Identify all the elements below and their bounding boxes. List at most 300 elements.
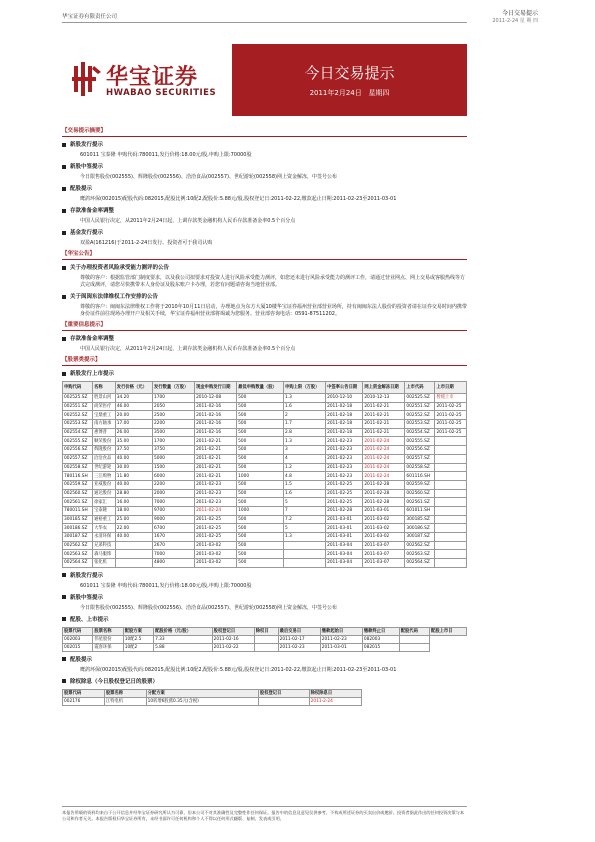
table-cell: 20.00 (115, 411, 152, 420)
table-cell: 5000 (153, 454, 195, 463)
banner-title-box (232, 44, 467, 116)
table-row (63, 541, 467, 550)
table-cell: 辉隆股份 (93, 446, 116, 455)
table-cell: 40.00 (115, 533, 152, 542)
table-row (63, 463, 467, 472)
table-cell: 2011-03-02 (195, 541, 237, 550)
table-cell: 2011-02-24 (363, 437, 405, 446)
section-divider (62, 365, 467, 366)
table-cell: 35.00 (115, 437, 152, 446)
table-cell: 46.00 (115, 402, 152, 411)
table-cell: 1.7 (284, 420, 326, 429)
table-cell: 500 (237, 411, 284, 420)
logo-cn: 华宝证券 (106, 65, 199, 90)
table-cell: 5 (284, 524, 326, 533)
subhead-text: 存款准备金率调整 (70, 208, 115, 214)
table-cell: 2011-02-23 (326, 454, 363, 463)
table-cell: 2011-02-21 (363, 420, 405, 429)
bullet-icon (62, 187, 66, 191)
section-stock-category: 【股票类提示】 (62, 357, 101, 363)
macro-rrr-text: 中国人民银行决定，从2011年2月24日起，上调存款类金融机构人民币存款准备金率0.5个百分点 (80, 346, 296, 352)
table-cell (254, 643, 278, 651)
table-cell: 徐家汇 (93, 498, 116, 507)
table-cell: 002525.SZ (63, 394, 93, 403)
table-cell: 南方轴承 (93, 420, 116, 429)
table-cell: 3750 (153, 446, 195, 455)
table-cell: 4800 (153, 559, 195, 568)
table-row (63, 524, 467, 533)
bullet-icon (62, 231, 66, 235)
table-header-cell: 配股代码 (399, 627, 429, 635)
table-cell: 2 (284, 411, 326, 420)
table-cell: 2011-02-22 (212, 643, 254, 651)
table-row (63, 394, 467, 403)
table-cell: 500 (237, 550, 284, 559)
table-header-cell: 发行价格（元） (115, 382, 152, 394)
banner-title: 今日交易提示 (304, 64, 395, 82)
listing-table (62, 381, 467, 568)
bullet-icon (62, 266, 66, 270)
table-row (63, 480, 467, 489)
table-cell: 2200 (153, 420, 195, 429)
table-cell (435, 559, 467, 568)
subhead-lottery (62, 164, 467, 171)
table-cell (435, 506, 467, 515)
table-cell: 500 (237, 463, 284, 472)
table-cell (435, 446, 467, 455)
table-cell: 28.80 (115, 489, 152, 498)
table-cell: 500 (237, 480, 284, 489)
table-row (63, 420, 467, 429)
table-cell: 082003 (362, 635, 399, 643)
subhead-new-issue-2 (62, 573, 467, 580)
table-row (63, 643, 467, 651)
table-cell: 2011-03-07 (363, 550, 405, 559)
banner-date: 2011年2月24日 (309, 89, 362, 97)
table-header-cell: 股权登记日 (258, 689, 309, 697)
table-cell: 2011-03-01 (326, 524, 363, 533)
table-header-cell: 分配方案 (146, 689, 258, 697)
subhead-allot-2 (62, 657, 467, 664)
table-cell: 惠博普 (93, 428, 116, 437)
bullet-icon (62, 617, 66, 621)
table-row (63, 454, 467, 463)
table-cell: 2011-02-23 (195, 480, 237, 489)
table-cell: 2011-03-07 (363, 559, 405, 568)
table-cell: 2011-02-23 (320, 635, 362, 643)
table-cell: 7000 (153, 498, 195, 507)
table-cell: 500 (237, 498, 284, 507)
table-cell: 2011-02-25 (326, 489, 363, 498)
table-cell (399, 635, 429, 643)
table-cell: 2011-02-23 (326, 437, 363, 446)
bullet-icon (62, 573, 66, 577)
table-cell: 300187.SZ (405, 533, 435, 542)
table-cell: 2011-02-23 (326, 463, 363, 472)
subhead-text: 存款准备金率调整 (70, 336, 115, 342)
table-row (63, 411, 467, 420)
table-cell: 40.00 (115, 454, 152, 463)
subhead-text: 关于办理投资者风险承受能力测评的公告 (70, 265, 170, 271)
table-cell: 2011-02-21 (195, 454, 237, 463)
table-cell: 500 (237, 437, 284, 446)
table-cell (284, 550, 326, 559)
table-cell: 2011-02-23 (326, 446, 363, 455)
table-cell: 2200 (153, 480, 195, 489)
table-cell: 1.5 (284, 480, 326, 489)
table-cell: 2011-02-23 (278, 643, 320, 651)
subhead-allot-listing (62, 617, 467, 624)
table-cell: 2011-02-25 (195, 533, 237, 542)
allot-text: 鹰鸽环保(002015)配股代码:082015,配股比例:10配2,配股价:5.88元/股,股权登记日:2011-02-22,缴款起止日期:2011-02-23至2011-03-01 (80, 196, 397, 202)
table-cell: 500 (237, 524, 284, 533)
table-cell: 300185.SZ (405, 515, 435, 524)
new-issue-text-2: 601011 宝泰隆 申购代码:780011,发行价格:18.00元/股,申购上限:70000股 (80, 582, 252, 589)
table-row (63, 697, 362, 705)
allot-table (62, 627, 467, 652)
subhead-text: 基金发行提示 (70, 230, 104, 236)
table-cell: 通裕重工 (93, 515, 116, 524)
bullet-icon (62, 295, 66, 299)
table-cell: 082015 (362, 643, 399, 651)
section-macro: 【重要信息提示】 (62, 322, 107, 328)
section-divider (62, 259, 467, 260)
table-header-cell: 申购上限（万股） (284, 382, 326, 394)
table-cell: 4.8 (284, 472, 326, 481)
table-cell: 伟星股份 (93, 635, 123, 643)
table-cell: 780011.SH (63, 506, 93, 515)
table-cell: 2011-02-21 (195, 472, 237, 481)
table-cell: 10配2.5 (123, 635, 153, 643)
table-row (63, 402, 467, 411)
table-cell: 002562.SZ (405, 541, 435, 550)
table-cell: 2011-02-21 (195, 437, 237, 446)
table-cell: 10配2 (123, 643, 153, 651)
table-cell: 2011-03-01 (326, 533, 363, 542)
table-cell: 江特电机 (104, 697, 146, 705)
logo-en: HWABAO SECURITIES (106, 88, 217, 98)
table-row (63, 559, 467, 568)
subhead-rrr (62, 208, 467, 215)
table-cell: 洽洽食品 (93, 454, 116, 463)
table-cell: 1500 (153, 463, 195, 472)
table-cell: 宝泰隆 (93, 506, 116, 515)
table-cell (435, 533, 467, 542)
table-cell (435, 550, 467, 559)
table-cell (435, 489, 467, 498)
table-header-cell: 最后交易日 (278, 627, 320, 635)
listing-header-row (63, 382, 467, 394)
table-cell: 张化机 (93, 559, 116, 568)
table-cell (435, 454, 467, 463)
table-cell: 2011-02-24 (363, 472, 405, 481)
table-cell: 2011-02-23 (195, 489, 237, 498)
table-cell: 002564.SZ (63, 559, 93, 568)
table-cell: 2011-03-07 (363, 541, 405, 550)
table-cell: 6700 (153, 524, 195, 533)
table-cell: 002561.SZ (63, 498, 93, 507)
table-header-cell: 股票代码 (63, 689, 105, 697)
table-cell: 002563.SZ (405, 550, 435, 559)
table-cell: 胜景山河 (93, 394, 116, 403)
table-cell: 1.3 (284, 394, 326, 403)
table-cell: 300187.SZ (63, 533, 93, 542)
table-cell: 2011-02-18 (326, 402, 363, 411)
table-cell: 002559.SZ (405, 480, 435, 489)
table-header-cell: 最低申购数量（股） (237, 382, 284, 394)
header-company: 华宝证券有限责任公司 (62, 14, 118, 20)
table-cell (399, 643, 429, 651)
table-cell: 40.00 (115, 480, 152, 489)
table-cell: 1670 (153, 533, 195, 542)
table-cell: 2011-02-25 (195, 515, 237, 524)
table-cell (435, 437, 467, 446)
subhead-new-issue (62, 142, 467, 149)
subhead-text: 新股中签提示 (70, 164, 104, 170)
table-cell: 森马服饰 (93, 550, 116, 559)
table-cell: 1700 (153, 394, 195, 403)
table-row (63, 635, 467, 643)
table-cell: 002555.SZ (405, 437, 435, 446)
table-cell: 500 (237, 559, 284, 568)
table-cell: 暂缓上市 (435, 394, 467, 403)
table-cell: 5 (284, 498, 326, 507)
table-cell: 002553.SZ (63, 420, 93, 429)
table-cell: 宝鼎重工 (93, 411, 116, 420)
table-header-cell: 股票名称 (93, 627, 123, 635)
table-cell: 2011-02-21 (363, 411, 405, 420)
table-cell: 002558.SZ (405, 463, 435, 472)
header-rule (62, 22, 467, 23)
dividend-body (63, 697, 362, 705)
table-cell: 002554.SZ (63, 428, 93, 437)
table-header-cell: 配股上市日 (430, 627, 467, 635)
table-cell: 500 (237, 394, 284, 403)
table-cell: 3 (284, 446, 326, 455)
header-right (428, 8, 538, 24)
table-header-cell: 配股方案 (123, 627, 153, 635)
table-header-cell: 发行数量（万股） (153, 382, 195, 394)
subhead-text: 新股发行上市提示 (70, 371, 115, 377)
table-cell: 1.6 (284, 489, 326, 498)
table-header-cell: 上市日期 (435, 382, 467, 394)
table-cell (435, 463, 467, 472)
table-cell: 2011-02-24 (195, 506, 237, 515)
table-cell: 通达股份 (93, 489, 116, 498)
subhead-text: 配股提示 (70, 656, 93, 663)
table-cell: 7.2 (284, 515, 326, 524)
subhead-text: 新股发行提示 (70, 572, 104, 579)
table-row (63, 446, 467, 455)
subhead-allot (62, 186, 467, 193)
table-cell: 1700 (153, 437, 195, 446)
table-cell: 3500 (153, 428, 195, 437)
table-cell: 002556.SZ (63, 446, 93, 455)
table-cell: 002556.SZ (405, 446, 435, 455)
dividend-table (62, 689, 362, 706)
table-cell: 2011-02-25 (326, 480, 363, 489)
section-huabao-notice: 【华宝公告】 (62, 251, 96, 257)
banner-date-row (232, 88, 467, 98)
table-cell: 2011-02-25 (195, 524, 237, 533)
table-cell: 2011-03-02 (363, 524, 405, 533)
table-cell: 2011-03-04 (326, 541, 363, 550)
table-cell (115, 550, 152, 559)
bullet-icon (62, 679, 66, 683)
table-cell (435, 541, 467, 550)
table-cell: 2011-02-24 (363, 446, 405, 455)
table-cell: 2011-02-16 (195, 411, 237, 420)
logo-mark-icon (72, 62, 102, 96)
table-cell: 002551.SZ (405, 402, 435, 411)
table-cell: 17.00 (115, 420, 152, 429)
table-cell: 2011-03-02 (195, 559, 237, 568)
disclaimer: 本报告所载的资料均来自于公开信息并经华宝证券研究所认为可靠，但本公司不对其准确性及完整性作任何保证。报告中的信息及意见仅供参考，不构成所述证券的买卖出价或邀价。投资者据此作出的任何投资决策与本公司和作者无关。本报告版权归华宝证券所有，未经书面许可任何机构和个人不得以任何形式翻版、复制、发表或引用。 (62, 806, 467, 822)
table-cell: 2011-02-16 (195, 428, 237, 437)
table-cell: 002563.SZ (63, 550, 93, 559)
table-cell: 9000 (153, 515, 195, 524)
table-cell: 500 (237, 402, 284, 411)
rights-text: 尊敬的客户：闽闽东法律维权工作将于2010年10月11日启动，办理地点为东方大厦10楼华宝证券福州营业部营业场所，持有闽闽东法人股份的投资者请在证券交易时间内携带身份证件前往现场办理开户及相关手续，华宝证券福州营业部将竭诚为您服务。营业部咨询电话：0591-87511202。 (80, 304, 467, 317)
table-cell: 601011.SH (405, 506, 435, 515)
table-cell: 2011-02-21 (195, 446, 237, 455)
bullet-icon (62, 657, 66, 661)
subhead-listing (62, 371, 467, 378)
table-cell: 1.2 (284, 463, 326, 472)
table-cell: 2011-02-24 (363, 454, 405, 463)
table-cell: 2011-2-24 (309, 697, 361, 705)
table-cell: 2011-02-16 (195, 402, 237, 411)
table-cell: 7.33 (154, 635, 213, 643)
table-cell: 30.00 (115, 463, 152, 472)
table-cell: 22.00 (115, 524, 152, 533)
table-cell: 6000 (153, 472, 195, 481)
table-cell (115, 559, 152, 568)
bullet-icon (62, 209, 66, 213)
table-row (63, 533, 467, 542)
table-cell: 三江购物 (93, 472, 116, 481)
table-cell: 18.00 (115, 506, 152, 515)
table-row (63, 498, 467, 507)
table-cell: 002525.SZ (405, 394, 435, 403)
company-logo (62, 44, 232, 116)
table-header-cell: 中签率公告日期 (326, 382, 363, 394)
table-cell: 2011-02-24 (363, 463, 405, 472)
table-cell: 500 (237, 420, 284, 429)
subhead-text: 配股提示 (70, 186, 93, 192)
table-cell: 002003 (63, 635, 93, 643)
table-cell: 500 (237, 515, 284, 524)
table-cell: 2010-12-10 (326, 394, 363, 403)
table-cell: 2011-02-28 (363, 480, 405, 489)
table-cell: 002561.SZ (405, 498, 435, 507)
table-cell: 2011-02-21 (195, 463, 237, 472)
subhead-rights (62, 294, 467, 301)
table-cell: 2011-02-23 (195, 498, 237, 507)
table-cell: 兄弟科技 (93, 541, 116, 550)
table-cell: 2011-02-25 (435, 420, 467, 429)
table-cell: 2011-02-25 (435, 411, 467, 420)
table-cell: 2011-03-02 (363, 533, 405, 542)
table-cell: 1000 (237, 472, 284, 481)
table-header-cell: 缴款终止日 (362, 627, 399, 635)
table-cell: 002557.SZ (63, 454, 93, 463)
table-cell: 2010-12-08 (195, 394, 237, 403)
table-header-cell: 配股价格（元/股） (154, 627, 213, 635)
table-cell: 500 (237, 489, 284, 498)
table-cell: 2011-02-25 (435, 428, 467, 437)
table-cell: 2011-03-01 (326, 515, 363, 524)
table-cell: 300186.SZ (405, 524, 435, 533)
bullet-icon (62, 143, 66, 147)
table-cell: 2011-02-28 (363, 498, 405, 507)
table-cell: 9700 (153, 506, 195, 515)
table-cell: 2011-03-02 (363, 515, 405, 524)
table-cell: 002560.SZ (63, 489, 93, 498)
table-cell: 002559.SZ (63, 480, 93, 489)
table-row (63, 428, 467, 437)
table-cell: 780116.SH (63, 472, 93, 481)
banner (62, 44, 467, 116)
table-row (63, 472, 467, 481)
table-cell: 002558.SZ (63, 463, 93, 472)
table-cell: 002564.SZ (405, 559, 435, 568)
table-header-cell: 股票代码 (63, 627, 93, 635)
table-cell: 002176 (63, 697, 105, 705)
table-cell: 2500 (153, 411, 195, 420)
table-cell: 2011-02-21 (363, 402, 405, 411)
bullet-icon (62, 165, 66, 169)
subhead-risk-test (62, 265, 467, 272)
table-cell: 2.8 (284, 428, 326, 437)
bullet-icon (62, 595, 66, 599)
section-divider (62, 330, 467, 331)
table-cell: 2011-02-18 (326, 428, 363, 437)
table-cell (254, 635, 278, 643)
table-cell: 002552.SZ (63, 411, 93, 420)
table-cell: 37.50 (115, 446, 152, 455)
table-row (63, 489, 467, 498)
table-cell: 1.3 (284, 533, 326, 542)
table-cell (435, 524, 467, 533)
table-cell: 2050 (153, 402, 195, 411)
table-header-cell: 股票名称 (104, 689, 146, 697)
listing-body (63, 394, 467, 568)
header-doc-title: 今日交易提示 (501, 10, 538, 17)
lottery-text: 今日限售股份(002555)、辉隆股份(002556)、洽洽食品(002557)、世纪游轮(002558)网上资金解冻，中签号公布 (80, 174, 337, 180)
banner-weekday: 星期四 (368, 89, 390, 97)
table-cell: 大华农 (93, 524, 116, 533)
table-cell: 2011-03-04 (326, 550, 363, 559)
table-cell: 4 (284, 454, 326, 463)
table-cell: 尚荣医疗 (93, 402, 116, 411)
table-row (63, 506, 467, 515)
table-cell: 2011-02-28 (363, 489, 405, 498)
table-cell: 2011-02-16 (212, 635, 254, 643)
allot-body (63, 635, 467, 651)
table-cell: 002551.SZ (63, 402, 93, 411)
bullet-icon (62, 372, 66, 376)
table-cell (435, 515, 467, 524)
table-cell: 16.00 (115, 498, 152, 507)
table-header-cell: 股权登记日 (212, 627, 254, 635)
table-cell: 500 (237, 533, 284, 542)
table-header-cell: 名称 (93, 382, 116, 394)
table-cell: 500 (237, 454, 284, 463)
table-cell: 002560.SZ (405, 489, 435, 498)
section-divider (62, 136, 467, 137)
table-header-cell: 除权日 (254, 627, 278, 635)
